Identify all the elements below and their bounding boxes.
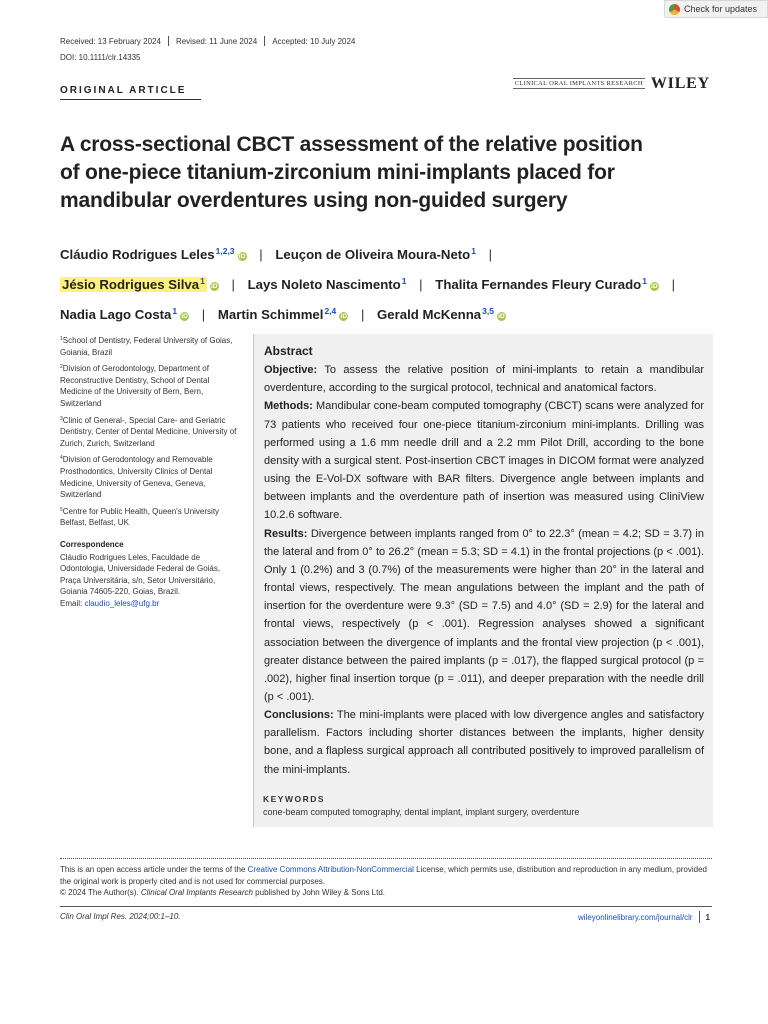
affiliation: $^3$Clinic of General-, Special Care- and Geriatric Dentistry, Center of Dental Medicine, University of Zurich, Zurich, Switzerland (60, 415, 237, 448)
crossmark-icon (669, 4, 680, 15)
author-name[interactable]: Lays Noleto Nascimento (247, 277, 401, 292)
divider (60, 99, 201, 100)
divider (60, 906, 712, 907)
affiliation-ref[interactable]: 1 (642, 276, 647, 286)
author-line: Nadia Lago Costa$^1$iD | Martin Schimmel$^{2,4}$iD | Gerald McKenna$^{3,5}$iD (60, 306, 505, 322)
title-line: mandibular overdentures using non-guided surgery (60, 189, 568, 212)
license-link[interactable]: Creative Commons Attribution-NonCommercial (247, 865, 414, 874)
article-type: ORIGINAL ARTICLE (60, 85, 187, 96)
author-line: Jésio Rodrigues Silva$^1$iD | Lays Noleto Nascimento$^1$ | Thalita Fernandes Fleury Curado$^1$iD | (62, 276, 676, 292)
title-line: A cross-sectional CBCT assessment of the relative position (60, 133, 643, 156)
affiliations (60, 334, 240, 609)
author-name[interactable]: Gerald McKenna (377, 307, 482, 322)
journal-url-link[interactable]: wileyonlinelibrary.com/journal/clr (577, 912, 693, 922)
orcid-icon[interactable]: iD (238, 253, 246, 260)
doi: DOI: 10.1111/clr.14335 (60, 53, 141, 62)
citation: Clin Oral Impl Res. 2024;00:1–10. (60, 912, 181, 921)
author-name[interactable]: Cláudio Rodrigues Leles (60, 247, 215, 262)
title-line: of one-piece titanium-zirconium mini-implants placed for (60, 161, 615, 184)
affiliation: $^5$Centre for Public Health, Queen's University Belfast, Belfast, UK (60, 506, 220, 528)
page-footer (578, 911, 710, 923)
divider (264, 36, 265, 46)
affiliation-ref[interactable]: 1 (172, 306, 178, 316)
author-name[interactable]: Jésio Rodrigues Silva (62, 277, 200, 292)
abstract-heading: Abstract (264, 344, 313, 358)
divider (168, 36, 169, 46)
email-link[interactable]: claudio_leles@ufg.br (84, 598, 160, 608)
keywords-list: cone-beam computed tomography, dental implant, implant surgery, overdenture (263, 807, 580, 817)
check-for-updates-label: Check for updates (684, 4, 758, 14)
abstract-conclusions: Conclusions: The mini-implants were placed with low divergence angles and satisfactory parallelism. Factors including shorter distances between the implants, higher density bone, and a flapless surgical approach all contributed positively to improved parallelism of the mini-implants. (264, 709, 704, 776)
abstract-methods: Methods: Mandibular cone-beam computed tomography (CBCT) scans were analyzed for 73 patients who received four one-piece titanium-zirconium mini-implants. Drilling was performed using a 1.6 mm needle drill and a 2.2 mm Pilot Drill, according to the bone density with a surgical stent. Post-insertion CBCT images in DICOM format were analyzed using the E-Vol-DX software with BAR filters. Divergence angle between implants and between implants and the overdenture path of insertion was measured using CliniView 10.2.6 software. (264, 400, 704, 522)
abstract-panel (253, 334, 713, 827)
keywords-heading: KEYWORDS (263, 794, 326, 804)
license-footnote: This is an open access article under the terms of the Creative Commons Attribution-NonCommercial License, which permits use, distribution and reproduction in any medium, provided the original work is properly cited and is not used for commercial purposes. © 2024 The Author(s). Clinical Oral Implants Research published by John Wiley & Sons Ltd. (60, 865, 707, 897)
correspondence-address: Cláudio Rodrigues Leles, Faculdade de Odontologia, Universidade Federal de Goiás, Praça Universitária, s/n, Setor Universitário, Goiania 74605-220, Goias, Brazil. (60, 552, 221, 597)
abstract-results: Results: Divergence between implants ranged from 0° to 22.3° (mean = 4.2; SD = 3.7) in the lateral and from 0° to 26.2° (mean = 5.3; SD = 4.1) in the frontal projections (p < .001). Only 1 (0.2%) and 3 (0.7%) of the measurements were higher than 20° in the lateral and frontal views, respectively. The mean angulations between the implant and the path of insertion for the overdenture were 9.3° (SD = 7.5) and 4.0° (SD = 2.9) for the lateral and frontal views, respectively (p < .001). Regression analyses showed a significant association between the divergence of implants and the frontal view projection (p < .001), greater distance between the paired implants (p = .017), the flapped surgical protocol (p = .002), higher final insertion torque (p = .011), and deeper preparation with the needle drill (p < .001). (264, 527, 704, 703)
article-dates (60, 36, 355, 46)
orcid-icon[interactable]: iD (211, 283, 218, 290)
journal-branding (513, 76, 710, 92)
orcid-icon[interactable]: iD (651, 283, 658, 290)
author-name[interactable]: Martin Schimmel (217, 307, 324, 322)
check-for-updates-button[interactable] (664, 0, 768, 18)
affiliation: $^2$Division of Gerodontology, Department of Reconstructive Dentistry, School of Dental Medicine of the University of Bern, Bern, Switzerland (60, 364, 210, 408)
correspondence-email: Email: claudio_leles@ufg.br (60, 598, 160, 608)
affiliation-ref[interactable]: 2,4 (324, 306, 337, 316)
affiliation-ref[interactable]: 1 (401, 276, 407, 286)
abstract-objective: Objective: To assess the relative position of mini-implants to retain a mandibular overdenture, according to the surgical protocol, technical and anatomical factors. (264, 364, 704, 395)
affiliation-ref[interactable]: 1,2,3 (215, 246, 235, 256)
orcid-icon[interactable]: iD (181, 313, 188, 320)
correspondence-heading: Correspondence (60, 539, 124, 549)
article-title (60, 131, 710, 215)
journal-name: CLINICAL ORAL IMPLANTS RESEARCH (514, 80, 643, 87)
publisher-logo: WILEY (650, 75, 710, 92)
orcid-icon[interactable]: iD (498, 313, 505, 320)
affiliation: $^4$Division of Gerodontology and Removable Prosthodontics, University Clinics of Dental Medicine, University of Geneva, Geneva, Switzerland (60, 455, 213, 500)
author-name[interactable]: Leuçon de Oliveira Moura-Neto (275, 247, 471, 262)
divider (60, 858, 712, 859)
accepted-date: Accepted: 10 July 2024 (272, 36, 356, 46)
revised-date: Revised: 11 June 2024 (175, 36, 258, 46)
abstract-content (264, 342, 704, 779)
author-list (60, 238, 720, 328)
divider (699, 911, 700, 923)
affiliation-ref[interactable]: 1 (471, 246, 476, 256)
author-name[interactable]: Thalita Fernandes Fleury Curado (435, 277, 642, 292)
affiliation-ref[interactable]: 1 (200, 276, 205, 286)
orcid-icon[interactable]: iD (340, 313, 348, 320)
received-date: Received: 13 February 2024 (60, 36, 161, 46)
author-line: Cláudio Rodrigues Leles$^{1,2,3}$iD | Leuçon de Oliveira Moura-Neto$^1$ | (60, 246, 493, 262)
highlighted-author (60, 277, 207, 292)
affiliation: $^1$School of Dentistry, Federal University of Goias, Goiania, Brazil (60, 336, 233, 357)
page-number: 1 (705, 912, 710, 922)
affiliation-ref[interactable]: 3,5 (482, 306, 494, 316)
author-name[interactable]: Nadia Lago Costa (60, 307, 172, 322)
